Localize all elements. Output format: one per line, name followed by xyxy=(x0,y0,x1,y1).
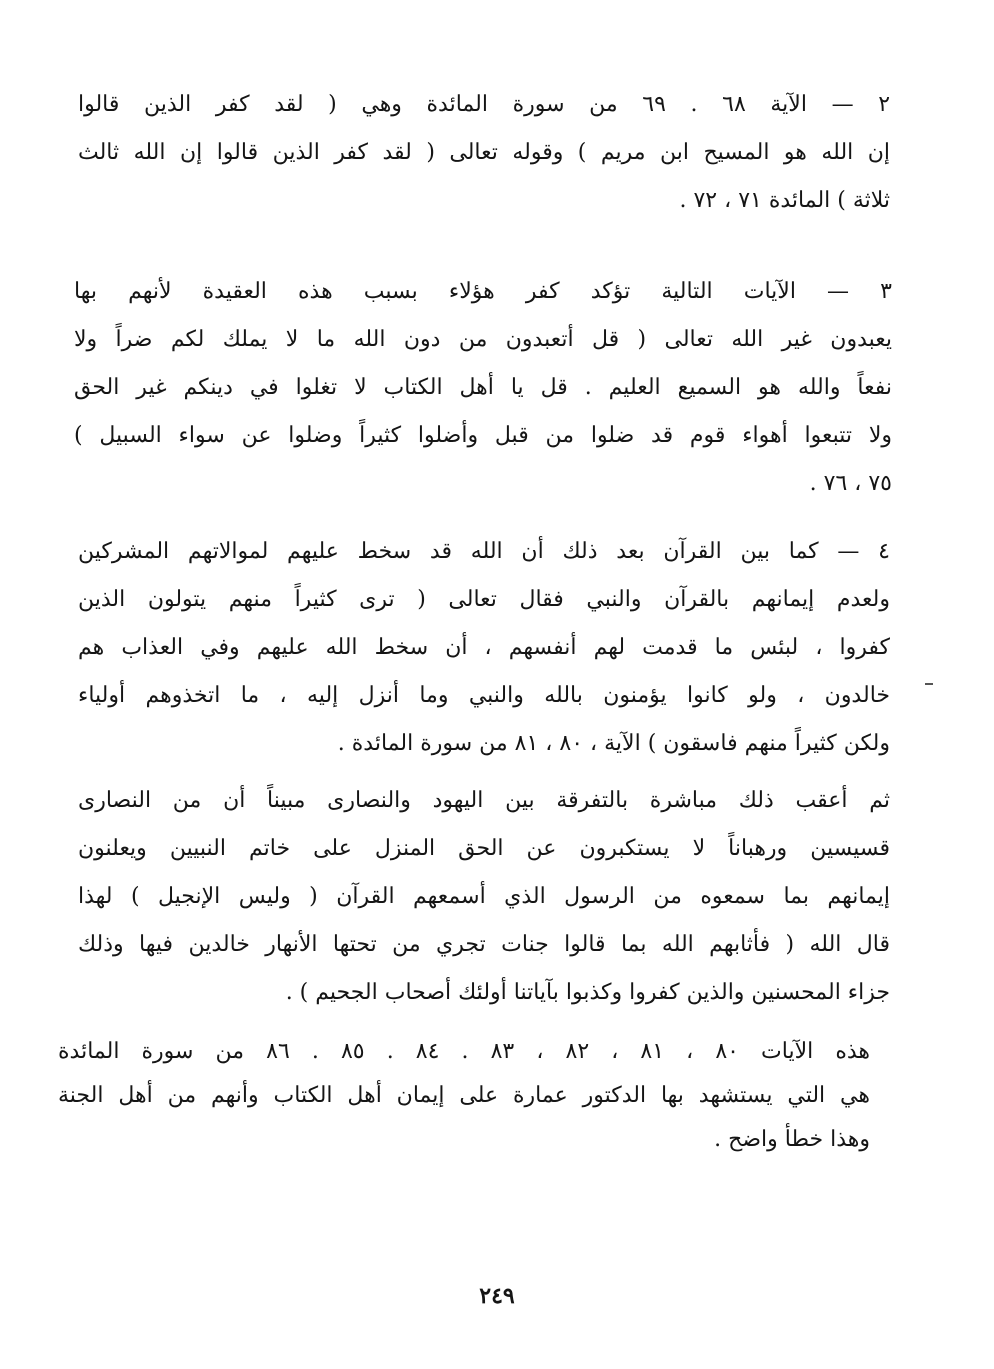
text-line: جزاء المحسنين والذين كفروا وكذبوا بآياتنا أولئك أصحاب الجحيم ) . xyxy=(285,980,890,1005)
text-line: ولا تتبعوا أهواء قوم قد ضلوا من قبل وأضلوا كثيراً وضلوا عن سواء السبيل ) xyxy=(74,423,893,448)
text-line: إيمانهم بما سمعوه من الرسول الذي أسمعهم القرآن ( وليس الإنجيل ) لهذا xyxy=(78,884,890,909)
text-line: ثلاثة ) المائدة ٧١ ، ٧٢ . xyxy=(679,188,890,213)
paragraph-3 xyxy=(74,268,892,508)
text-line: كفروا ، لبئس ما قدمت لهم أنفسهم ، أن سخط الله عليهم وفي العذاب هم xyxy=(78,635,890,660)
text-line: ولعدم إيمانهم بالقرآن والنبي فقال تعالى ( ترى كثيراً منهم يتولون الذين xyxy=(78,587,890,612)
paragraph-conclusion xyxy=(58,1030,870,1162)
page-number: ٢٤٩ xyxy=(479,1283,515,1309)
paragraph-4 xyxy=(78,528,890,768)
text-line: ٧٥ ، ٧٦ . xyxy=(809,471,892,496)
text-line: إن الله هو المسيح ابن مريم ) وقوله تعالى ( لقد كفر الذين قالوا إن الله ثالث xyxy=(78,140,890,165)
text-line: ٢ — الآية ٦٨ . ٦٩ من سورة المائدة وهي ( لقد كفر الذين قالوا xyxy=(78,92,891,117)
text-line: قال الله ( فأثابهم الله بما قالوا جنات تجري من تحتها الأنهار خالدين فيها وذلك xyxy=(78,932,890,957)
text-line: وهذا خطأ واضح . xyxy=(714,1127,870,1152)
text-line: ٤ — كما بين القرآن بعد ذلك أن الله قد سخط عليهم لموالاتهم المشركين xyxy=(78,539,890,564)
paragraph-followup xyxy=(78,777,890,1017)
scan-mark xyxy=(925,683,933,685)
text-line: يعبدون غير الله تعالى ( قل أتعبدون من دون الله ما لا يملك لكم ضراً ولا xyxy=(74,327,892,352)
text-line: هذه الآيات ٨٠ ، ٨١ ، ٨٢ ، ٨٣ . ٨٤ . ٨٥ . ٨٦ من سورة المائدة xyxy=(58,1039,871,1064)
text-line: خالدون ، ولو كانوا يؤمنون بالله والنبي وما أنزل إليه ، ما اتخذوهم أولياء xyxy=(78,683,890,708)
text-line: نفعاً والله هو السميع العليم . قل يا أهل الكتاب لا تغلوا في دينكم غير الحق xyxy=(74,375,892,400)
text-line: ثم أعقب ذلك مباشرة بالتفرقة بين اليهود والنصارى مبيناً أن من النصارى xyxy=(78,788,890,813)
paragraph-2 xyxy=(78,81,890,225)
text-line: هي التي يستشهد بها الدكتور عمارة على إيمان أهل الكتاب وأنهم من أهل الجنة xyxy=(58,1083,870,1108)
text-line: ولكن كثيراً منهم فاسقون ) الآية ، ٨٠ ، ٨١ من سورة المائدة . xyxy=(337,731,890,756)
text-line: قسيسين ورهباناً لا يستكبرون عن الحق المنزل على خاتم النبيين ويعلنون xyxy=(78,836,890,861)
text-line: ٣ — الآيات التالية تؤكد كفر هؤلاء بسبب هذه العقيدة لأنهم بها xyxy=(74,279,892,304)
